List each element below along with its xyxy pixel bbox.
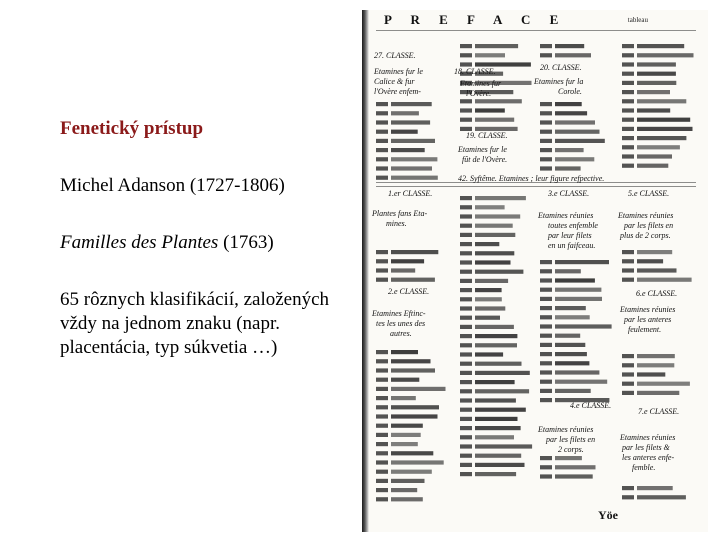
print-line (391, 176, 438, 180)
print-line (391, 268, 415, 272)
print-line (460, 371, 472, 375)
print-line (376, 442, 388, 446)
print-line (475, 251, 514, 255)
scan-label: l'Ovère enfem- (374, 87, 421, 96)
author-line: Michel Adanson (1727-1806) (60, 174, 285, 196)
print-line (376, 130, 388, 134)
scan-label: femble. (632, 463, 656, 472)
print-line (555, 456, 582, 460)
text-column (60, 118, 350, 360)
print-line (622, 44, 634, 48)
print-line (475, 371, 530, 375)
print-line (555, 102, 582, 106)
scan-label: par les filets & (622, 443, 670, 452)
scan-label: fût de l'Ovère. (462, 155, 508, 164)
print-line (460, 444, 472, 448)
print-line (555, 278, 595, 282)
scan-footer: Yöe (598, 508, 618, 522)
scan-label: Etamines fur (460, 79, 502, 88)
print-line (540, 260, 552, 264)
print-line (391, 470, 432, 474)
scan-label: 4.e CLASSE. (570, 401, 612, 410)
print-line (540, 297, 552, 301)
print-line (460, 62, 472, 66)
print-line (376, 148, 388, 152)
print-line (460, 233, 472, 237)
print-line (475, 260, 511, 264)
print-line (540, 102, 552, 106)
print-line (376, 111, 388, 115)
print-line (475, 325, 514, 329)
print-line (391, 350, 418, 354)
print-line (622, 164, 634, 168)
print-line (475, 44, 518, 48)
print-line (637, 154, 672, 158)
print-line (460, 463, 472, 467)
scan-label: par les filets en (546, 435, 596, 444)
print-line (555, 111, 587, 115)
print-line (376, 278, 388, 282)
print-line (391, 157, 437, 161)
print-line (376, 176, 388, 180)
print-line (460, 99, 472, 103)
print-line (622, 53, 634, 57)
print-line (540, 157, 552, 161)
slide-heading: Fenetický prístup (60, 118, 204, 139)
print-line (460, 118, 472, 122)
print-line (622, 268, 634, 272)
print-line (475, 270, 523, 274)
print-line (460, 279, 472, 283)
print-line (475, 334, 517, 338)
print-line (622, 382, 634, 386)
print-line (555, 157, 594, 161)
print-line (475, 205, 505, 209)
print-line (637, 44, 684, 48)
print-line (540, 343, 552, 347)
print-line (622, 72, 634, 76)
print-line (376, 259, 388, 263)
scan-label: par les filets en (624, 221, 674, 230)
print-line (460, 334, 472, 338)
print-line (391, 148, 425, 152)
print-line (475, 343, 517, 347)
print-line (540, 380, 552, 384)
print-line (475, 316, 500, 320)
print-line (376, 451, 388, 455)
print-line (555, 343, 585, 347)
print-line (460, 454, 472, 458)
print-line (460, 316, 472, 320)
print-line (555, 465, 596, 469)
scan-label: 18. CLASSE. (454, 67, 496, 76)
scan-label: 6.e CLASSE. (636, 289, 678, 298)
scan-label: 1.er CLASSE. (388, 189, 433, 198)
print-line (475, 214, 520, 218)
description-paragraph: 65 rôznych klasifikácií, založených vždy na jednom znaku (napr. placentácia, typ súkvetia …) (60, 289, 330, 359)
print-line (540, 44, 552, 48)
scan-label: plus de 2 corps. (620, 231, 671, 240)
print-line (475, 62, 531, 66)
print-line (540, 398, 552, 402)
print-line (540, 334, 552, 338)
print-line (391, 433, 421, 437)
print-line (376, 387, 388, 391)
print-line (460, 417, 472, 421)
print-line (376, 368, 388, 372)
print-line (637, 62, 676, 66)
print-line (555, 306, 586, 310)
print-line (475, 196, 526, 200)
print-line (475, 99, 522, 103)
print-line (555, 44, 584, 48)
print-line (622, 154, 634, 158)
print-line (376, 414, 388, 418)
print-line (391, 378, 419, 382)
print-line (637, 250, 672, 254)
print-line (376, 166, 388, 170)
scan-label: Corole. (558, 87, 582, 96)
print-line (637, 99, 686, 103)
scan-label: 19. CLASSE. (466, 131, 508, 140)
print-line (637, 81, 676, 85)
print-line (460, 214, 472, 218)
print-line (376, 120, 388, 124)
scan-label: 3.e CLASSE. (548, 189, 590, 198)
print-line (555, 139, 605, 143)
print-line (637, 118, 690, 122)
print-line (637, 90, 670, 94)
print-line (475, 352, 503, 356)
print-line (622, 354, 634, 358)
print-line (460, 108, 472, 112)
print-line (637, 495, 686, 499)
print-line (376, 102, 388, 106)
print-line (637, 136, 686, 140)
print-line (376, 359, 388, 363)
scan-label: Plantes fans Eta- (372, 209, 428, 218)
print-line (391, 424, 423, 428)
print-line (540, 53, 552, 57)
print-line (475, 444, 532, 448)
print-line (391, 387, 446, 391)
scan-label: par leur filets (548, 231, 592, 240)
scan-label: 20. CLASSE. (540, 63, 582, 72)
print-line (622, 118, 634, 122)
print-line (460, 205, 472, 209)
print-line (475, 108, 505, 112)
print-line (391, 405, 439, 409)
print-line (376, 470, 388, 474)
print-line (460, 242, 472, 246)
print-line (622, 259, 634, 263)
print-line (391, 442, 418, 446)
scan-label: 5.e CLASSE. (628, 189, 670, 198)
print-line (555, 260, 609, 264)
print-line (391, 414, 438, 418)
print-line (460, 435, 472, 439)
print-line (637, 372, 665, 376)
print-line (391, 359, 431, 363)
print-line (637, 72, 676, 76)
print-line (555, 288, 601, 292)
print-line (540, 465, 552, 469)
scan-label: Etamines réunies (538, 425, 594, 434)
print-line (460, 288, 472, 292)
print-line (376, 378, 388, 382)
print-line (376, 157, 388, 161)
print-line (622, 372, 634, 376)
print-line (622, 90, 634, 94)
print-line (475, 279, 508, 283)
print-line (622, 62, 634, 66)
print-line (555, 130, 600, 134)
print-line (376, 396, 388, 400)
book-year: (1763) (218, 231, 274, 253)
print-line (475, 435, 514, 439)
print-line (376, 250, 388, 254)
print-line (391, 120, 430, 124)
print-line (391, 259, 424, 263)
scan-label: 2 corps. (558, 445, 584, 454)
divider-line (376, 186, 696, 187)
print-line (460, 352, 472, 356)
scan-label: Etamines réunies (618, 211, 674, 220)
print-line (376, 433, 388, 437)
scan-label: les anteres enfe- (622, 453, 675, 462)
print-line (376, 139, 388, 143)
print-line (460, 53, 472, 57)
book-line (60, 232, 350, 255)
scan-label: 42. Syftême. Etamines ; leur figure refpective. (458, 174, 605, 183)
print-line (391, 102, 432, 106)
print-line (475, 233, 515, 237)
print-line (637, 268, 677, 272)
print-line (475, 118, 514, 122)
print-line (475, 224, 513, 228)
print-line (376, 350, 388, 354)
scanned-book-page (362, 10, 708, 532)
print-line (540, 111, 552, 115)
print-line (475, 398, 516, 402)
print-line (637, 164, 668, 168)
print-line (555, 361, 589, 365)
print-line (376, 424, 388, 428)
print-line (391, 451, 433, 455)
scan-label: Etamines fur le (458, 145, 507, 154)
print-line (391, 111, 419, 115)
print-line (637, 363, 674, 367)
scan-label: Calice & fur (374, 77, 415, 86)
print-line (475, 389, 529, 393)
print-line (555, 120, 595, 124)
scan-label: Etamines Eftinc- (372, 309, 426, 318)
print-line (637, 354, 675, 358)
print-line (622, 99, 634, 103)
scan-label: toutes enfemble (548, 221, 598, 230)
print-line (475, 53, 505, 57)
print-line (540, 370, 552, 374)
print-line (555, 474, 593, 478)
print-line (555, 352, 587, 356)
scan-label: Etamines réunies (620, 305, 676, 314)
print-line (460, 408, 472, 412)
print-line (376, 479, 388, 483)
print-line (555, 315, 590, 319)
print-line (540, 288, 552, 292)
print-line (555, 334, 580, 338)
print-line (475, 417, 518, 421)
print-line (622, 278, 634, 282)
scan-heading: P R E F A C E (384, 12, 567, 27)
scan-label: 7.e CLASSE. (638, 407, 680, 416)
print-line (622, 108, 634, 112)
print-line (460, 472, 472, 476)
print-line (391, 368, 435, 372)
print-line (622, 250, 634, 254)
print-line (391, 278, 435, 282)
print-line (376, 268, 388, 272)
print-line (540, 361, 552, 365)
print-line (555, 389, 591, 393)
print-line (637, 382, 690, 386)
print-line (376, 405, 388, 409)
print-line (622, 363, 634, 367)
print-line (460, 260, 472, 264)
print-line (475, 472, 516, 476)
print-line (460, 343, 472, 347)
print-line (460, 325, 472, 329)
print-line (540, 306, 552, 310)
print-line (622, 81, 634, 85)
scan-label: mines. (386, 219, 407, 228)
print-line (460, 270, 472, 274)
print-line (376, 497, 388, 501)
print-line (555, 380, 607, 384)
print-line (540, 324, 552, 328)
print-line (622, 391, 634, 395)
print-line (475, 380, 515, 384)
print-line (391, 396, 416, 400)
print-line (475, 408, 526, 412)
print-line (475, 288, 502, 292)
print-line (475, 463, 525, 467)
print-line (555, 297, 602, 301)
print-line (540, 120, 552, 124)
print-line (460, 251, 472, 255)
print-line (555, 324, 612, 328)
print-line (540, 148, 552, 152)
scan-label: autres. (390, 329, 412, 338)
print-line (540, 278, 552, 282)
print-line (637, 278, 692, 282)
scan-label: par les anteres (624, 315, 672, 324)
scan-label: tes les unes des (376, 319, 426, 328)
scan-label: 2.e CLASSE. (388, 287, 430, 296)
print-line (622, 145, 634, 149)
print-line (475, 242, 499, 246)
print-line (637, 259, 663, 263)
print-line (391, 166, 432, 170)
book-title: Familles des Plantes (60, 231, 219, 253)
print-line (475, 454, 521, 458)
print-line (475, 426, 521, 430)
scan-label: 27. CLASSE. (374, 51, 416, 60)
print-line (622, 136, 634, 140)
print-line (637, 53, 694, 57)
scan-label: en un faifceau. (548, 241, 596, 250)
print-line (540, 474, 552, 478)
print-line (540, 269, 552, 273)
scan-label: Etamines réunies (538, 211, 594, 220)
print-line (622, 127, 634, 131)
print-line (391, 139, 435, 143)
print-line (460, 362, 472, 366)
print-line (376, 488, 388, 492)
print-line (391, 488, 417, 492)
print-line (460, 398, 472, 402)
print-line (460, 306, 472, 310)
print-line (637, 127, 693, 131)
print-line (540, 352, 552, 356)
print-line (540, 166, 552, 170)
scan-heading-right: tableau (627, 16, 648, 24)
print-line (391, 497, 423, 501)
print-line (540, 456, 552, 460)
print-line (391, 250, 438, 254)
print-line (622, 486, 634, 490)
print-line (540, 130, 552, 134)
scan-label: feulement. (628, 325, 662, 334)
print-line (460, 224, 472, 228)
print-line (391, 479, 425, 483)
print-line (475, 297, 502, 301)
divider-line (376, 30, 696, 31)
scan-label: Etamines fur le (374, 67, 423, 76)
print-line (475, 362, 522, 366)
print-line (622, 495, 634, 499)
print-line (460, 44, 472, 48)
print-line (460, 389, 472, 393)
print-line (540, 315, 552, 319)
print-line (475, 306, 505, 310)
scan-label: Etamines fur la (534, 77, 584, 86)
print-line (637, 391, 679, 395)
print-line (555, 370, 599, 374)
print-line (391, 130, 418, 134)
print-line (540, 389, 552, 393)
print-line (376, 460, 388, 464)
print-line (555, 269, 581, 273)
print-line (540, 139, 552, 143)
print-line (460, 426, 472, 430)
scan-label: Etamines réunies (620, 433, 676, 442)
print-line (637, 145, 680, 149)
print-line (637, 108, 670, 112)
print-line (637, 486, 673, 490)
print-line (460, 196, 472, 200)
scan-label: l'Ovère. (466, 89, 492, 98)
print-line (555, 53, 591, 57)
print-line (391, 460, 444, 464)
print-line (460, 380, 472, 384)
print-line (555, 148, 584, 152)
print-line (555, 166, 581, 170)
print-line (460, 297, 472, 301)
